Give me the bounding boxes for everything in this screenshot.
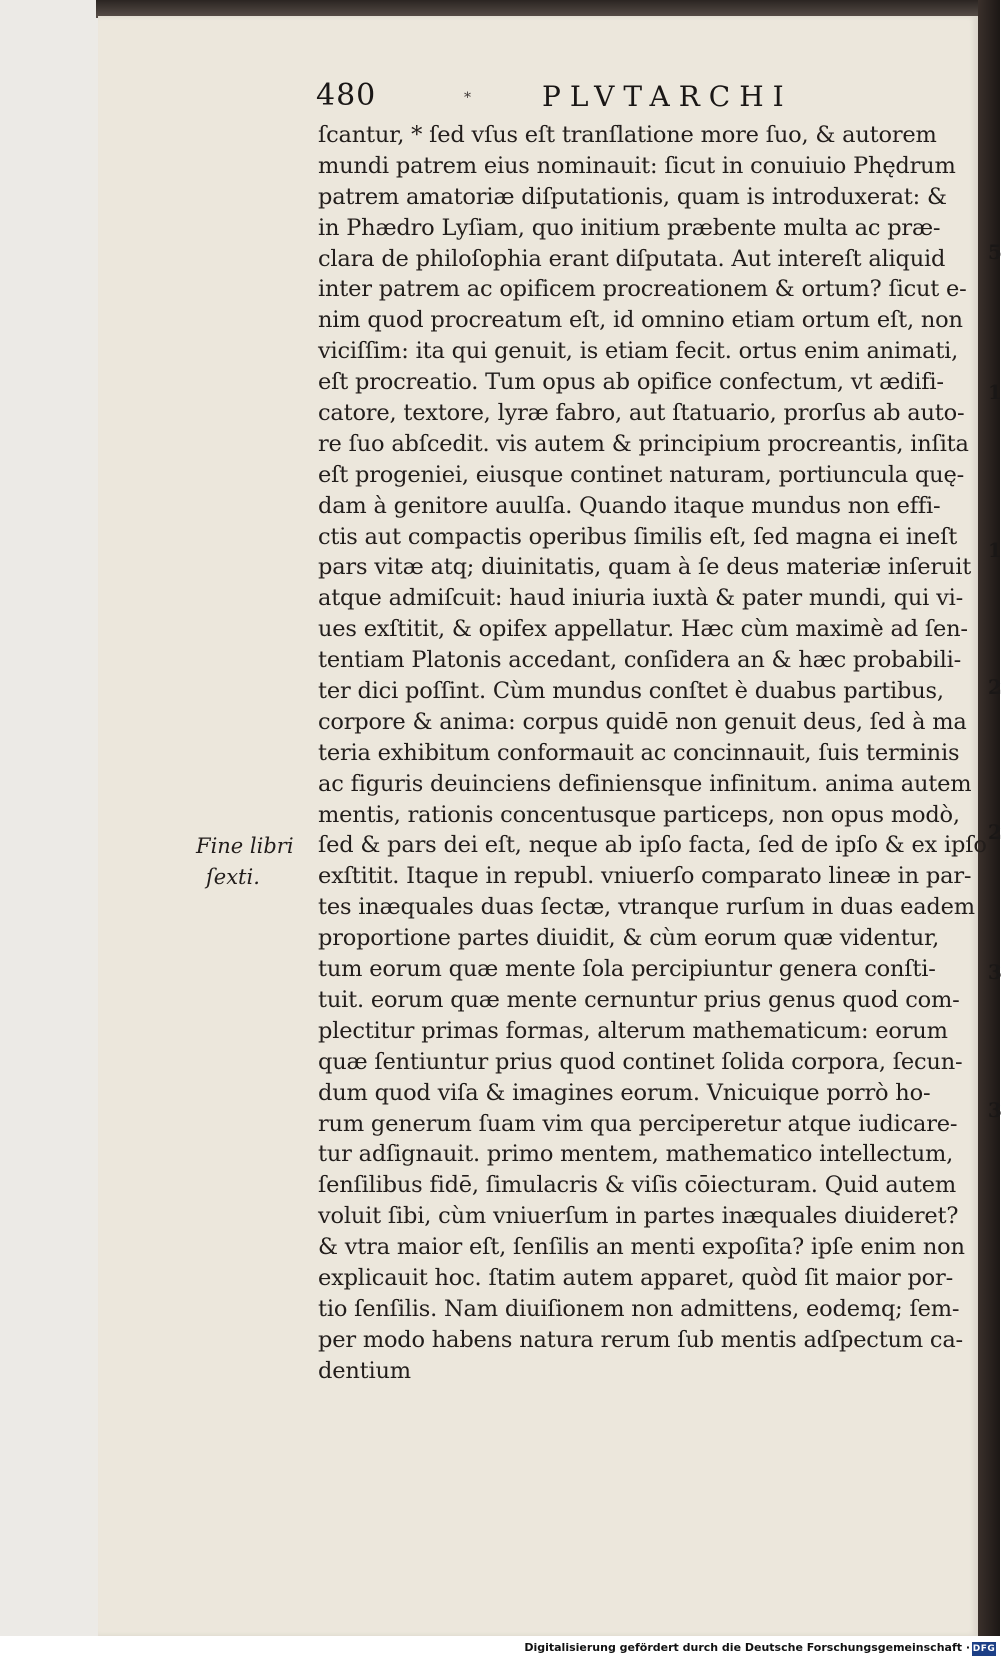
margin-line-number: 2 xyxy=(988,675,1002,699)
text-line: ues exſtitit, & opifex appellatur. Hæc cùm maximè ad ſen- xyxy=(318,616,968,643)
text-line: exſtitit. Itaque in republ. vniuerſo comparato lineæ in par- xyxy=(318,863,972,890)
margin-line-number: 1 xyxy=(988,538,1002,562)
footer xyxy=(0,1639,1000,1661)
text-line: eſt progeniei, eiusque continet naturam, portiuncula quę- xyxy=(318,461,964,488)
margin-note-line-2: ſexti. xyxy=(206,865,260,889)
text-line: ac figuris deuinciens definiensque infinitum. anima autem xyxy=(318,770,972,797)
text-line: ter dici poſſint. Cùm mundus conſtet è duabus partibus, xyxy=(318,678,944,705)
text-line: inter patrem ac opificem procreationem & ortum? ſicut e- xyxy=(318,276,967,303)
text-line: & vtra maior eſt, ſenſilis an menti expoſita? ipſe enim non xyxy=(318,1234,965,1261)
text-line: tentiam Platonis accedant, conſidera an & hæc probabili- xyxy=(318,647,962,674)
annotation-mark: * xyxy=(464,90,471,106)
margin-line-number: 3 xyxy=(988,960,1002,984)
running-title: PLVTARCHI xyxy=(542,80,793,113)
text-line: tum eorum quæ mente ſola percipiuntur genera conſti- xyxy=(318,956,936,983)
text-line: viciſſim: ita qui genuit, is etiam fecit. ortus enim animati, xyxy=(318,338,959,365)
scan-left-margin xyxy=(0,0,98,1661)
text-line: mundi patrem eius nominauit: ſicut in conuiuio Phędrum xyxy=(318,152,956,179)
text-line: explicauit hoc. ſtatim autem apparet, quòd ſit maior por- xyxy=(318,1264,953,1291)
body-text xyxy=(318,120,987,1387)
funding-credit: Digitalisierung gefördert durch die Deutsche Forschungsgemeinschaft · xyxy=(524,1641,970,1654)
text-line: ctis aut compactis operibus ſimilis eſt, ſed magna ei ineſt xyxy=(318,523,958,550)
text-line: ſcantur, * ſed vſus eſt tranſlatione more ſuo, & autorem xyxy=(318,122,937,148)
text-line: tur adſignauit. primo mentem, mathematico intellectum, xyxy=(318,1141,954,1168)
text-line: in Phædro Lyſiam, quo initium præbente multa ac præ- xyxy=(318,214,941,241)
text-line: re ſuo abſcedit. vis autem & principium procreantis, inſita xyxy=(318,430,969,457)
text-line: patrem amatoriæ diſputationis, quam is introduxerat: & xyxy=(318,183,947,210)
page-number: 480 xyxy=(316,78,377,113)
text-line: per modo habens natura rerum ſub mentis adſpectum ca- xyxy=(318,1326,963,1353)
margin-line-number: 1 xyxy=(988,380,1002,404)
text-line: ſed & pars dei eſt, neque ab ipſo facta, ſed de ipſo & ex ipſo xyxy=(318,832,987,859)
text-line: dum quod viſa & imagines eorum. Vnicuique porrò ho- xyxy=(318,1079,931,1106)
text-line: mentis, rationis concentusque particeps, non opus modò, xyxy=(318,801,960,828)
text-line: proportione partes diuidit, & cùm eorum quæ videntur, xyxy=(318,925,940,952)
text-line: dentium xyxy=(318,1357,411,1384)
text-line: plectitur primas formas, alterum mathematicum: eorum xyxy=(318,1017,948,1044)
text-line: atque admiſcuit: haud iniuria iuxtà & pater mundi, qui vi- xyxy=(318,585,964,612)
margin-line-number: 5 xyxy=(988,240,1002,264)
text-line: corpore & anima: corpus quidē non genuit deus, ſed à ma xyxy=(318,708,967,735)
text-line: quæ ſentiuntur prius quod continet ſolida corpora, ſecun- xyxy=(318,1048,963,1075)
text-line: teria exhibitum conformauit ac concinnauit, ſuis terminis xyxy=(318,739,960,766)
dfg-logo: DFG xyxy=(972,1644,996,1654)
text-line: dam à genitore auulſa. Quando itaque mundus non effi- xyxy=(318,492,941,519)
margin-line-number: 2 xyxy=(988,820,1002,844)
page-header xyxy=(316,78,956,118)
text-line: pars vitæ atq; diuinitatis, quam à ſe deus materiæ inſeruit xyxy=(318,554,972,581)
text-line: rum generum ſuam vim qua perciperetur atque iudicare- xyxy=(318,1110,958,1137)
text-line: tuit. eorum quæ mente cernuntur prius genus quod com- xyxy=(318,986,960,1013)
text-line: ſenſilibus fidē, ſimulacris & viſis cōiecturam. Quid autem xyxy=(318,1172,956,1199)
text-line: catore, textore, lyræ fabro, aut ſtatuario, prorſus ab auto- xyxy=(318,400,965,427)
margin-line-number: 3 xyxy=(988,1098,1002,1122)
text-line: eſt procreatio. Tum opus ab opifice confectum, vt ædifi- xyxy=(318,369,944,396)
text-line: tes inæquales duas ſectæ, vtranque rurſum in duas eadem xyxy=(318,894,975,921)
text-line: tio ſenſilis. Nam diuiſionem non admittens, eodemq; ſem- xyxy=(318,1295,960,1322)
text-line: nim quod procreatum eſt, id omnino etiam ortum eſt, non xyxy=(318,307,963,334)
text-line: voluit ſibi, cùm vniuerſum in partes inæquales diuideret? xyxy=(318,1203,959,1230)
text-line: clara de philoſophia erant diſputata. Aut intereſt aliquid xyxy=(318,245,946,272)
margin-note-line-1: Fine libri xyxy=(196,834,294,858)
